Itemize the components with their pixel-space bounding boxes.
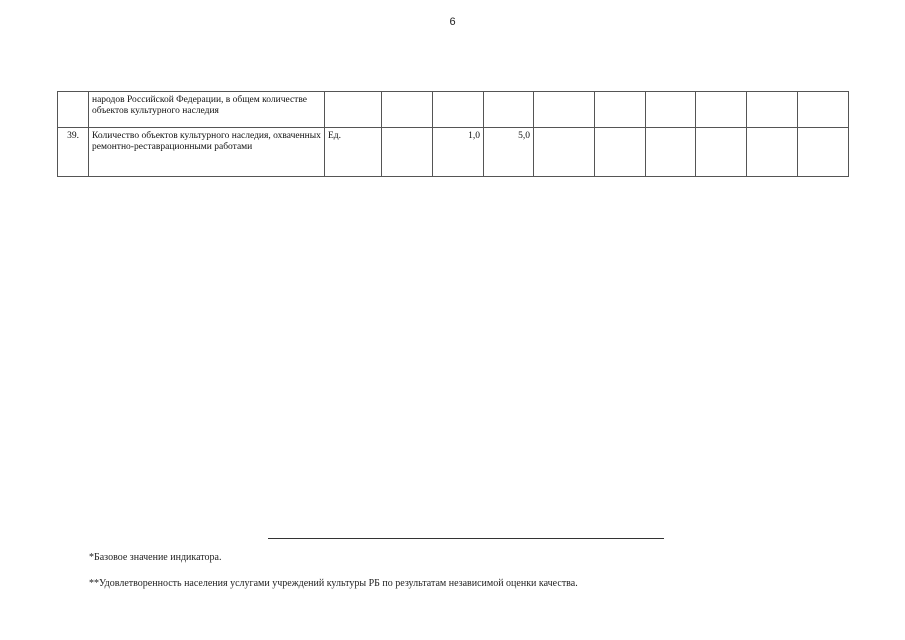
value-cell xyxy=(646,92,696,128)
value-cell: 1,0 xyxy=(433,128,484,177)
indicator-name-cell: народов Российской Федерации, в общем количестве объектов культурного наследия xyxy=(89,92,325,128)
footnote-satisfaction: **Удовлетворенность населения услугами учреждений культуры РБ по результатам независимой оценки качества. xyxy=(89,578,578,589)
footnote-base-value: *Базовое значение индикатора. xyxy=(89,552,222,563)
value-cell xyxy=(595,92,646,128)
value-cell xyxy=(747,128,798,177)
value-cell xyxy=(646,128,696,177)
value-cell xyxy=(798,92,849,128)
footnote-separator xyxy=(268,538,664,539)
value-cell: 5,0 xyxy=(484,128,534,177)
value-cell xyxy=(534,92,595,128)
unit-cell xyxy=(325,92,382,128)
row-number-cell: 39. xyxy=(58,128,89,177)
value-cell xyxy=(382,92,433,128)
indicators-table xyxy=(57,91,849,177)
indicator-name-cell: Количество объектов культурного наследия, охваченных ремонтно-реставрационными работами xyxy=(89,128,325,177)
page-number: 6 xyxy=(449,16,456,28)
value-cell xyxy=(798,128,849,177)
value-cell xyxy=(433,92,484,128)
value-cell xyxy=(534,128,595,177)
table-row xyxy=(58,128,849,177)
value-cell xyxy=(696,128,747,177)
value-cell xyxy=(747,92,798,128)
value-cell xyxy=(696,92,747,128)
value-cell xyxy=(484,92,534,128)
table-row xyxy=(58,92,849,128)
row-number-cell xyxy=(58,92,89,128)
unit-cell: Ед. xyxy=(325,128,382,177)
value-cell xyxy=(595,128,646,177)
value-cell xyxy=(382,128,433,177)
